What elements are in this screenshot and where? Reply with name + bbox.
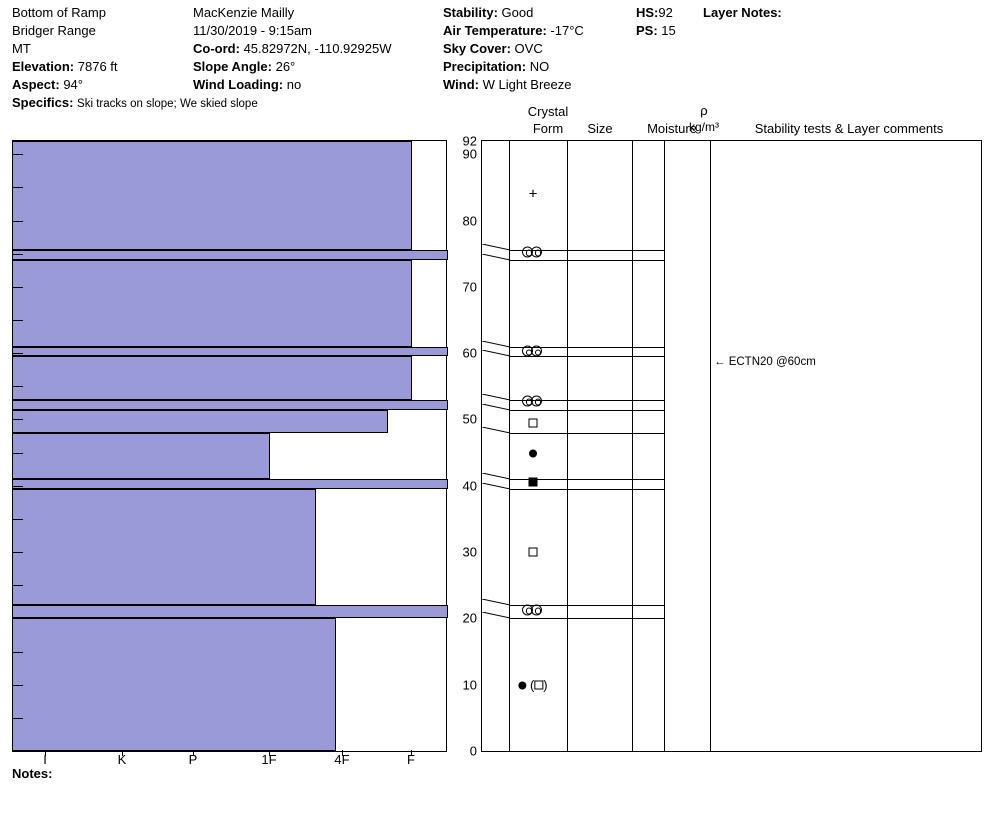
hardness-label: 4F: [334, 752, 350, 767]
hardness-label: 1F: [261, 752, 277, 767]
header-row: Aspect: 94°: [12, 77, 83, 92]
header-row: Elevation: 7876 ft: [12, 59, 118, 74]
header-row: Bottom of Ramp: [12, 5, 106, 20]
grain-form-symbol: [529, 545, 538, 560]
hardness-bar: [13, 618, 336, 751]
header-row: 11/30/2019 - 9:15am: [193, 23, 313, 38]
hardness-label: K: [117, 752, 127, 767]
header-column-weather: [443, 4, 584, 94]
crystal-header: Crystal: [527, 104, 569, 119]
pit-header: [0, 0, 994, 118]
notes-label: Notes:: [12, 766, 53, 781]
size-header: Size: [587, 121, 613, 136]
layer-connector: [482, 612, 510, 624]
header-row: Air Temperature: -17°C: [443, 23, 584, 38]
depth-label: 70: [462, 279, 477, 295]
plot-tick: [13, 254, 23, 255]
header-row: Slope Angle: 26°: [193, 59, 296, 74]
depth-scale: [447, 133, 481, 759]
hardness-bar: [13, 141, 412, 250]
plot-tick: [13, 386, 23, 387]
stability-header: Stability tests & Layer comments: [754, 121, 944, 136]
header-column-hs-ps: [636, 4, 676, 40]
hardness-axis: [12, 752, 447, 772]
layer-connector: [482, 404, 510, 416]
plot-tick: [13, 353, 23, 354]
layer-table: [481, 140, 982, 752]
header-row: Precipitation: NO: [443, 59, 550, 74]
form-header: Form: [532, 121, 564, 136]
plot-tick: [13, 519, 23, 520]
depth-label: 20: [462, 610, 477, 626]
hardness-bar: [13, 356, 412, 399]
grain-form-symbol: [529, 445, 537, 460]
hardness-bar: [13, 250, 448, 260]
depth-label: 10: [462, 677, 477, 693]
hardness-label: F: [407, 752, 415, 767]
header-row: Co-ord: 45.82972N, -110.92925W: [193, 41, 392, 56]
layer-connector: [482, 254, 510, 266]
grain-form-symbol: ( ): [518, 677, 547, 692]
header-row: Sky Cover: OVC: [443, 41, 543, 56]
layer-boundary-line: [509, 433, 664, 434]
hardness-bar: [13, 479, 448, 489]
layer-table-header: [481, 104, 982, 140]
hardness-bar: [13, 433, 270, 479]
layer-connector: [482, 483, 510, 495]
header-column-location: [12, 4, 118, 94]
plot-tick: [13, 585, 23, 586]
header-column-layer-notes: [703, 4, 782, 22]
plot-tick: [13, 320, 23, 321]
hardness-bar: [13, 347, 448, 357]
ps-row: PS: 15: [636, 23, 676, 38]
stability-test-annotation: ← ECTN20 @60cm: [714, 356, 816, 369]
rho-header: ρ: [700, 103, 708, 118]
layer-notes-heading: Layer Notes:: [703, 5, 782, 20]
depth-label: 50: [462, 411, 477, 427]
grain-form-symbol: [522, 604, 544, 619]
plot-tick: [13, 453, 23, 454]
hardness-bar: [13, 605, 448, 618]
grain-form-symbol: [522, 346, 544, 361]
header-row: Wind: W Light Breeze: [443, 77, 572, 92]
moisture-header: Moisture: [647, 121, 697, 136]
hardness-label: P: [188, 752, 198, 767]
plot-tick: [13, 718, 23, 719]
layer-connector: [482, 427, 510, 439]
plot-tick: [13, 287, 23, 288]
grain-form-symbol: +: [528, 185, 538, 203]
header-column-observer: [193, 4, 391, 94]
header-row: Wind Loading: no: [193, 77, 302, 92]
depth-label: 30: [462, 544, 477, 560]
depth-label: 80: [462, 213, 477, 229]
header-row: MacKenzie Mailly: [193, 5, 295, 20]
hardness-profile-plot: [12, 140, 447, 752]
table-column-divider: [710, 141, 711, 751]
depth-label: 40: [462, 478, 477, 494]
plot-tick: [13, 187, 23, 188]
hardness-bar: [13, 489, 316, 605]
depth-label: 60: [462, 345, 477, 361]
table-column-divider: [632, 141, 633, 751]
hardness-bar: [13, 410, 388, 433]
plot-tick: [13, 486, 23, 487]
layer-connector: [482, 599, 510, 611]
plot-tick: [13, 419, 23, 420]
header-row: Bridger Range: [12, 23, 96, 38]
grain-form-symbol: [522, 395, 544, 410]
table-column-divider: [567, 141, 568, 751]
layer-connector: [482, 350, 510, 362]
plot-tick: [13, 652, 23, 653]
table-column-divider: [509, 141, 510, 751]
plot-tick: [13, 685, 23, 686]
hs-row: HS:92: [636, 5, 673, 20]
plot-tick: [13, 154, 23, 155]
density-units-header: kg/m³: [689, 120, 719, 134]
depth-label: 90: [462, 146, 477, 162]
header-row: Stability: Good: [443, 5, 534, 20]
grain-form-symbol: [522, 246, 544, 261]
grain-form-symbol: [529, 475, 538, 490]
plot-tick: [13, 221, 23, 222]
hardness-bar: [13, 400, 448, 410]
hardness-label: I: [43, 752, 47, 767]
table-column-divider: [664, 141, 665, 751]
header-row: MT: [12, 41, 31, 56]
grain-form-symbol: [529, 415, 538, 430]
plot-tick: [13, 618, 23, 619]
plot-tick: [13, 552, 23, 553]
hardness-bar: [13, 260, 412, 346]
specifics-row: Specifics: Ski tracks on slope; We skied slope: [12, 95, 258, 110]
depth-label: 92: [462, 133, 477, 149]
depth-label: 0: [469, 743, 477, 759]
